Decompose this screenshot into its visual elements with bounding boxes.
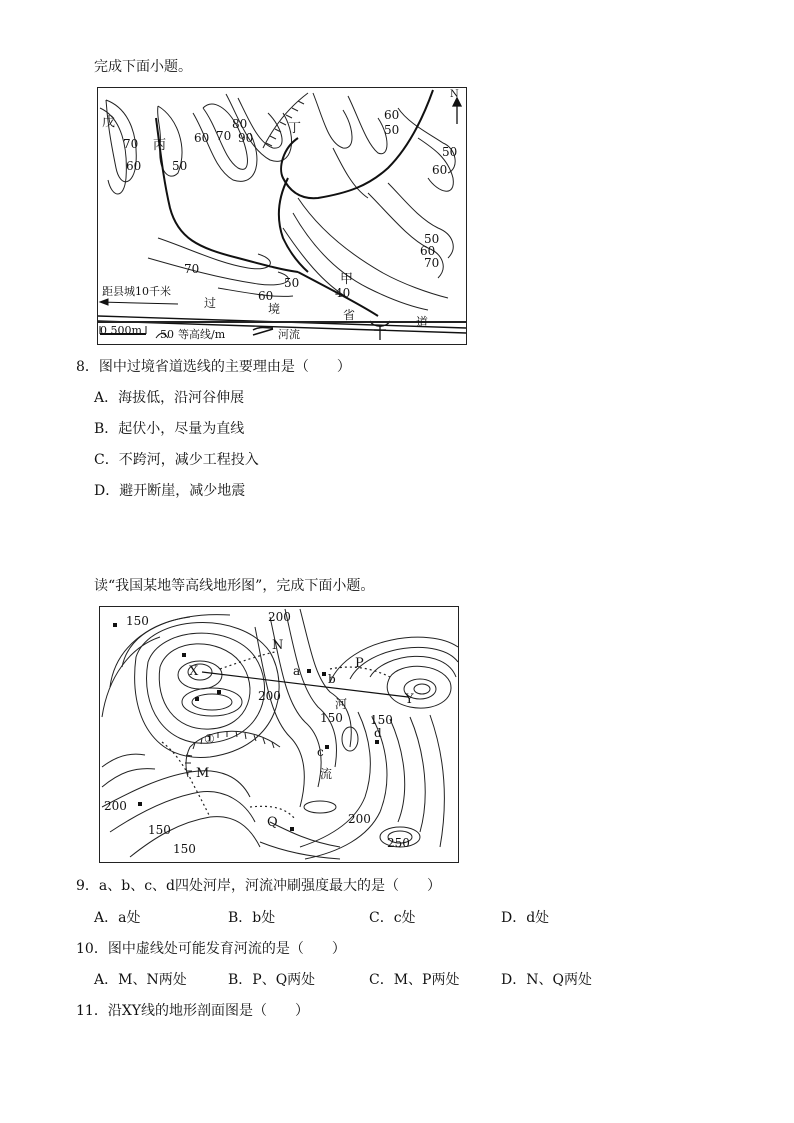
contour-label: 200 [258,689,281,703]
contour-label: 60 [420,244,436,258]
contour-label: 50 [284,276,300,290]
contour-label: 60 [126,159,142,173]
contour-label: 70 [216,129,232,143]
q9-option-a[interactable]: A．a处 [94,910,141,926]
q8-option-a[interactable]: A．海拔低，沿河谷伸展 [94,390,245,406]
point-p-label: P [355,656,364,671]
contour-label: 90 [238,131,254,145]
contour-label: 50 [424,232,440,246]
q10-stem: 10．图中虚线处可能发育河流的是（ ） [76,941,346,957]
river-label-he: 河 [335,697,348,711]
road-label: 过 [204,296,217,310]
road-label: 道 [416,315,429,329]
north-label: N [450,89,459,100]
contour-label: 60 [384,108,400,122]
contour-label: 150 [320,711,343,725]
topographic-map-1 [97,87,467,345]
topographic-map-2 [99,606,459,863]
contour-label: 150 [173,842,196,856]
q8-stem: 8．图中过境省道选线的主要理由是（ ） [76,359,351,375]
contour-label: 60 [194,131,210,145]
scale-label: 0 500m [100,324,142,337]
contour-label: 250 [387,836,410,850]
area-one-label: ① [204,732,215,746]
contour-label: 150 [370,713,393,727]
q9-option-b[interactable]: B．b处 [228,910,276,926]
bank-d-label: d [374,726,382,740]
q9-option-c[interactable]: C．c处 [369,910,416,926]
contour-label: 200 [104,799,127,813]
point-q-label: Q [267,815,278,830]
contour-lines-1 [98,88,466,344]
q10-option-c[interactable]: C．M、P两处 [369,972,460,988]
q10-option-b[interactable]: B．P、Q两处 [228,972,316,988]
legend-contour-value: 50 [160,328,174,341]
label-bing: 丙 [153,138,167,153]
contour-label: 50 [384,123,400,137]
road-label: 省 [343,308,356,322]
section2-intro: 读“我国某地等高线地形图”，完成下面小题。 [94,578,375,594]
road-label: 境 [268,302,281,316]
contour-label: 150 [148,823,171,837]
contour-label: 200 [348,812,371,826]
label-jia: 甲 [340,272,354,287]
legend-contour-text: 等高线/m [178,328,226,341]
contour-label: 60 [432,163,448,177]
q8-option-b[interactable]: B．起伏小，尽量为直线 [94,421,245,437]
contour-label: 60 [258,289,274,303]
contour-label: 150 [126,614,149,628]
q10-option-a[interactable]: A．M、N两处 [94,972,187,988]
contour-label: 200 [268,610,291,624]
q8-option-c[interactable]: C．不跨河，减少工程投入 [94,452,259,468]
q9-option-d[interactable]: D．d处 [501,910,550,926]
contour-label: 50 [442,145,458,159]
point-n-label: N [272,638,284,653]
contour-label: 70 [123,137,139,151]
q11-stem: 11．沿XY线的地形剖面图是（ ） [76,1003,310,1019]
contour-label: 40 [335,286,351,300]
point-m-label: M [196,766,210,781]
q8-option-d[interactable]: D．避开断崖，减少地震 [94,483,246,499]
bank-b-label: b [328,672,336,686]
q9-stem: 9．a、b、c、d四处河岸，河流冲刷强度最大的是（ ） [76,878,442,894]
contour-label: 80 [232,117,248,131]
legend-separator [98,321,466,323]
distance-label: 距县城10千米 [102,285,171,298]
contour-label: 70 [424,256,440,270]
label-wu: 戊 [102,115,116,130]
section1-intro: 完成下面小题。 [94,59,192,75]
label-ding: 丁 [288,121,302,136]
legend-river-text: 河流 [278,328,300,341]
bank-a-label: a [293,664,301,678]
contour-label: 50 [172,159,188,173]
contour-label: 70 [184,262,200,276]
point-x-label: X [189,664,199,679]
bank-c-label: c [317,745,324,759]
river-label-liu: 流 [320,767,333,781]
point-y-label: Y [405,692,414,707]
q10-option-d[interactable]: D．N、Q两处 [501,972,592,988]
